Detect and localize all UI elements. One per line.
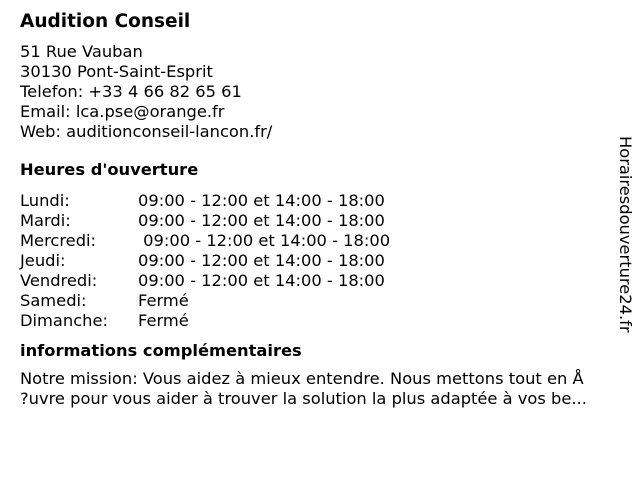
hours-row-jeudi xyxy=(20,251,610,271)
hours-row-mardi xyxy=(20,211,610,231)
day-label: Dimanche: xyxy=(20,311,108,330)
day-hours: 09:00 - 12:00 et 14:00 - 18:00 xyxy=(138,231,391,250)
business-name: Audition Conseil xyxy=(20,11,191,32)
day-hours: Fermé xyxy=(138,291,189,310)
day-label: Vendredi: xyxy=(20,271,98,290)
extra-info-text xyxy=(20,369,630,409)
hours-heading: Heures d'ouverture xyxy=(20,160,199,179)
hours-row-lundi xyxy=(20,191,610,211)
day-hours: 09:00 - 12:00 et 14:00 - 18:00 xyxy=(138,211,385,230)
website-address: Web: auditionconseil-lancon.fr/ xyxy=(20,122,273,141)
day-label: Samedi: xyxy=(20,291,87,310)
day-hours: 09:00 - 12:00 et 14:00 - 18:00 xyxy=(138,191,385,210)
day-hours: Fermé xyxy=(138,311,189,330)
day-label: Lundi: xyxy=(20,191,70,210)
phone-number: Telefon: +33 4 66 82 65 61 xyxy=(20,82,242,101)
description-line-1: Notre mission: Vous aidez à mieux entendre. Nous mettons tout en Å xyxy=(20,369,584,388)
email-address: Email: lca.pse@orange.fr xyxy=(20,102,225,121)
description-line-2: ?uvre pour vous aider à trouver la solution la plus adaptée à vos be... xyxy=(20,389,587,408)
day-hours: 09:00 - 12:00 et 14:00 - 18:00 xyxy=(138,271,385,290)
address-street: 51 Rue Vauban xyxy=(20,42,143,61)
day-label: Jeudi: xyxy=(20,251,66,270)
hours-row-dimanche xyxy=(20,311,610,331)
extra-info-heading: informations complémentaires xyxy=(20,341,302,360)
day-label: Mardi: xyxy=(20,211,71,230)
contact-block xyxy=(20,42,610,142)
day-hours: 09:00 - 12:00 et 14:00 - 18:00 xyxy=(138,251,385,270)
hours-table xyxy=(20,191,610,331)
business-info xyxy=(20,8,610,409)
hours-row-vendredi xyxy=(20,271,610,291)
hours-row-mercredi xyxy=(20,231,610,251)
hours-row-samedi xyxy=(20,291,610,311)
site-watermark: Horairesdouverture24.fr xyxy=(616,136,635,333)
day-label: Mercredi: xyxy=(20,231,97,250)
address-city: 30130 Pont-Saint-Esprit xyxy=(20,62,213,81)
